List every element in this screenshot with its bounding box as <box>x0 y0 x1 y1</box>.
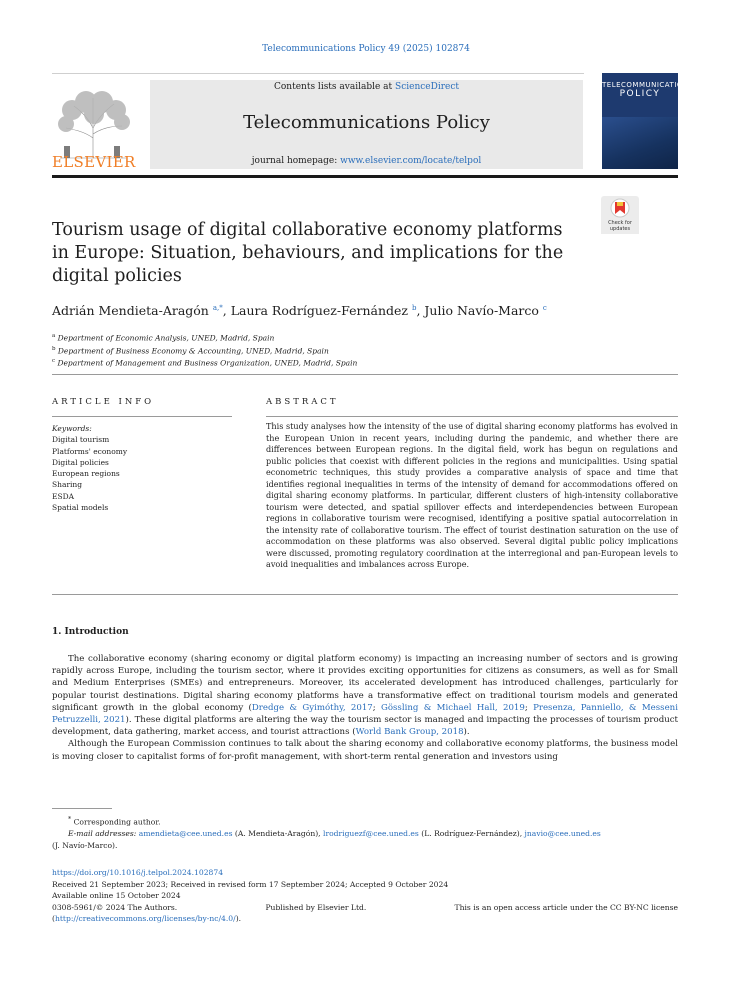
article-info-heading: ARTICLE INFO <box>52 397 155 407</box>
section-heading-introduction: 1. Introduction <box>52 627 129 637</box>
publisher-wordmark: ELSEVIER <box>52 153 136 171</box>
introduction-body <box>52 653 678 763</box>
author-separator: , <box>222 303 231 318</box>
keyword: Sharing <box>52 480 83 490</box>
citation-link[interactable]: Presenza, Panniello, & Messeni Petruzzelli, 2021 <box>52 702 678 726</box>
check-for-updates-badge[interactable] <box>601 196 639 234</box>
author-separator: , <box>416 303 425 318</box>
license-statement: 0308-5961/© 2024 The Authors. Published by Elsevier Ltd. This is an open access article under the CC BY-NC license <box>52 902 678 912</box>
check-for-updates-label: Check for updates <box>601 220 639 234</box>
header-bottom-rule <box>52 175 678 178</box>
received-dates: Received 21 September 2023; Received in revised form 17 September 2024; Accepted 9 October 2024 <box>52 879 449 889</box>
contents-availability: Contents lists available at ScienceDirect <box>274 82 459 92</box>
header-top-rule <box>52 73 584 74</box>
journal-reference[interactable]: Telecommunications Policy 49 (2025) 102874 <box>262 44 470 54</box>
journal-title: Telecommunications Policy <box>243 112 490 133</box>
abstract-body: This study analyses how the intensity of the use of digital sharing economy platforms has evolved in the European Union in recent years, including during the pandemic, and whether there are differences between European regions. In the digital field, work has begun on regulations and public policies that coexist with different policies in the regions and municipalities. Using spatial econometric techniques, this study provides a comparative analysis of space and time that identifies regional inequalities in terms of the intensity of demand for accommodations offered on digital sharing economy platforms. In particular, different clusters of high-intensity collaborative tourism were detected, and spatial spillover effects and interdependencies between European regions in collaborative tourism were recognised, identifying a positive spatial autocorrelation in the intensity rate of collaborative tourism. The effect of tourist destination saturation on the use of accommodation on these platforms was also observed. Several digital public policy implications were discussed, promoting regulatory coordination at the interregional and pan-European levels to avoid inequalities and imbalances across Europe. <box>266 421 678 569</box>
keyword: Digital policies <box>52 457 109 467</box>
available-online: Available online 15 October 2024 <box>52 891 181 900</box>
journal-homepage: journal homepage: www.elsevier.com/locate/telpol <box>251 156 482 166</box>
bookmark-icon <box>601 196 639 220</box>
article-info-rule <box>52 416 232 417</box>
doi-link[interactable]: https://doi.org/10.1016/j.telpol.2024.102874 <box>52 868 224 877</box>
citation-link[interactable]: Dredge & Gyimóthy, 2017 <box>251 702 373 713</box>
keyword: Digital tourism <box>52 435 110 445</box>
citation-link[interactable]: Gössling & Michael Hall, 2019 <box>380 702 525 713</box>
article-footer: https://doi.org/10.1016/j.telpol.2024.102874 Received 21 September 2023; Received in revised form 17 September 2024; Accepted 9 October 2024 Available online 15 October 2024 0308-5961/© 2024 The Authors. Published by Elsevier Ltd. This is an open access article under the CC BY-NC license (http://creativecommons.org/licenses/by-nc/4.0/). <box>52 868 678 923</box>
section-divider <box>52 594 678 595</box>
author-affiliation-mark[interactable]: a,* <box>212 303 223 312</box>
keyword: European regions <box>52 469 120 479</box>
author-name: Laura Rodríguez-Fernández <box>230 303 408 318</box>
homepage-link[interactable]: www.elsevier.com/locate/telpol <box>340 156 482 166</box>
author-affiliation-mark[interactable]: c <box>542 303 547 312</box>
abstract-heading: ABSTRACT <box>266 397 339 407</box>
author-name: Julio Navío-Marco <box>424 303 539 318</box>
affiliation-line: $^b$ Department of Business Economy & Accounting, UNED, Madrid, Spain <box>52 345 329 355</box>
email-link[interactable]: amendieta@cee.uned.es <box>138 829 233 839</box>
footnote-rule <box>52 808 112 809</box>
affiliations <box>52 331 357 369</box>
keyword: Platforms' economy <box>52 446 128 456</box>
journal-cover-thumbnail[interactable] <box>602 73 694 169</box>
keyword: Spatial models <box>52 503 109 513</box>
author-list <box>52 303 547 318</box>
citation-link[interactable]: World Bank Group, 2018 <box>355 727 464 738</box>
abstract-rule <box>266 416 678 417</box>
author-name: Adrián Mendieta-Aragón <box>52 303 209 318</box>
section-divider <box>52 374 678 375</box>
license-link[interactable]: http://creativecommons.org/licenses/by-nc/4.0/ <box>54 914 236 923</box>
affiliation-line: $^a$ Department of Economic Analysis, UNED, Madrid, Spain <box>52 333 275 343</box>
affiliation-line: $^c$ Department of Management and Business Organization, UNED, Madrid, Spain <box>52 358 358 368</box>
email-link[interactable]: lrodriguezf@cee.uned.es <box>323 829 419 839</box>
paragraph: The collaborative economy (sharing economy or digital platform economy) is impacting an increasing number of sectors and is growing rapidly across Europe, including the tourism sector, where it provides exciting opportunities for citizens as consumers, as well as for Small and Medium Enterprises (SMEs) and entrepreneurs. Moreover, its accelerated development has introduced challenges, particularly for popular tourist destinations. Digital sharing economy platforms have a transformative effect on traditional tourism models and generated significant growth in the global economy (Dredge & Gyimóthy, 2017; Gössling & Michael Hall, 2019; Presenza, Panniello, & Messeni Petruzzelli, 2021). These digital platforms are altering the way the tourism sector is managed and impacting the processes of tourism product development, data gathering, market access, and tourist attractions (World Bank Group, 2018). <box>52 654 678 738</box>
sciencedirect-link[interactable]: ScienceDirect <box>395 82 459 92</box>
article-title: Tourism usage of digital collaborative economy platforms in Europe: Situation, behaviours, and implications for the digital policies <box>52 220 564 286</box>
cover-graphic <box>602 117 678 169</box>
keywords-block <box>52 423 127 513</box>
keyword: ESDA <box>52 491 75 501</box>
cover-title: TELECOMMUNICATIONS POLICY <box>602 81 694 99</box>
email-link[interactable]: jnavio@cee.uned.es <box>524 829 601 839</box>
corresponding-author-note: * Corresponding author. E-mail addresses: amendieta@cee.uned.es (A. Mendieta-Aragón), lrodriguezf@cee.uned.es (L. Rodríguez-Fernández), jnavio@cee.uned.es (J. Navío-Marco). <box>52 816 601 850</box>
keywords-label: Keywords: <box>52 424 92 433</box>
paragraph: Although the European Commission continues to talk about the sharing economy and collaborative economy platforms, the business model is moving closer to capitalist forms of for-profit management, with short-term rental generation and investors using <box>52 739 678 762</box>
author-affiliation-mark[interactable]: b <box>411 303 417 312</box>
